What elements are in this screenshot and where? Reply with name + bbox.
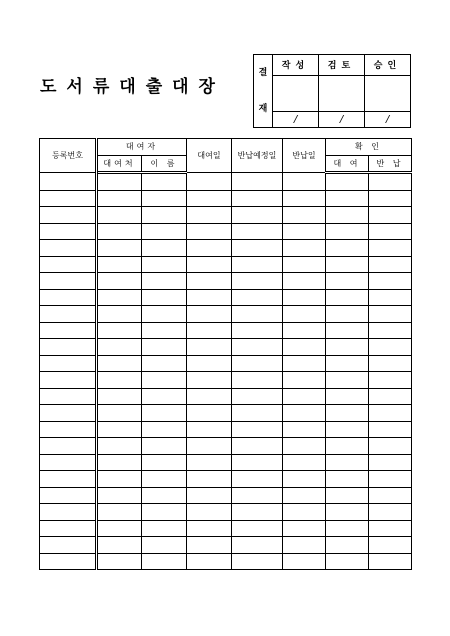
cell-lender[interactable] [97, 454, 142, 471]
cell-reg-no[interactable] [40, 504, 97, 521]
cell-reg-no[interactable] [40, 520, 97, 537]
cell-name[interactable] [142, 339, 187, 356]
approval-side-label [254, 55, 273, 128]
cell-return-date[interactable] [283, 388, 326, 405]
cell-confirm-loan[interactable] [326, 454, 369, 471]
cell-lender[interactable] [97, 256, 142, 273]
cell-confirm-return[interactable] [369, 553, 412, 570]
cell-lender[interactable] [97, 487, 142, 504]
approval-col-approve: 승인 [365, 55, 411, 76]
cell-due-date[interactable] [232, 256, 283, 273]
cell-loan-date[interactable] [187, 504, 232, 521]
cell-due-date[interactable] [232, 487, 283, 504]
cell-lender[interactable] [97, 306, 142, 323]
table-row [40, 537, 412, 554]
table-row [40, 454, 412, 471]
cell-reg-no[interactable] [40, 190, 97, 207]
cell-loan-date[interactable] [187, 273, 232, 290]
cell-confirm-loan[interactable] [326, 520, 369, 537]
cell-due-date[interactable] [232, 421, 283, 438]
cell-name[interactable] [142, 504, 187, 521]
cell-reg-no[interactable] [40, 487, 97, 504]
cell-return-date[interactable] [283, 207, 326, 224]
approval-col-review: 검토 [319, 55, 365, 76]
cell-loan-date[interactable] [187, 322, 232, 339]
cell-name[interactable] [142, 240, 187, 257]
table-row [40, 339, 412, 356]
cell-loan-date[interactable] [187, 388, 232, 405]
cell-confirm-loan[interactable] [326, 256, 369, 273]
cell-lender[interactable] [97, 322, 142, 339]
cell-reg-no[interactable] [40, 223, 97, 240]
header-reg-no: 등록번호 [40, 139, 97, 173]
cell-reg-no[interactable] [40, 421, 97, 438]
cell-lender[interactable] [97, 190, 142, 207]
cell-confirm-return[interactable] [369, 173, 412, 191]
cell-reg-no[interactable] [40, 471, 97, 488]
cell-reg-no[interactable] [40, 372, 97, 389]
cell-confirm-return[interactable] [369, 273, 412, 290]
cell-reg-no[interactable] [40, 173, 97, 191]
cell-due-date[interactable] [232, 504, 283, 521]
cell-loan-date[interactable] [187, 355, 232, 372]
cell-return-date[interactable] [283, 322, 326, 339]
cell-confirm-loan[interactable] [326, 240, 369, 257]
cell-reg-no[interactable] [40, 289, 97, 306]
cell-confirm-return[interactable] [369, 322, 412, 339]
cell-confirm-loan[interactable] [326, 421, 369, 438]
cell-loan-date[interactable] [187, 520, 232, 537]
cell-confirm-return[interactable] [369, 487, 412, 504]
cell-reg-no[interactable] [40, 355, 97, 372]
table-row [40, 438, 412, 455]
cell-return-date[interactable] [283, 273, 326, 290]
table-row [40, 207, 412, 224]
cell-loan-date[interactable] [187, 454, 232, 471]
cell-confirm-return[interactable] [369, 355, 412, 372]
cell-confirm-return[interactable] [369, 537, 412, 554]
cell-due-date[interactable] [232, 537, 283, 554]
cell-due-date[interactable] [232, 471, 283, 488]
cell-due-date[interactable] [232, 372, 283, 389]
header-lender: 대여처 [97, 155, 142, 173]
cell-confirm-loan[interactable] [326, 190, 369, 207]
cell-confirm-return[interactable] [369, 438, 412, 455]
cell-name[interactable] [142, 520, 187, 537]
table-row [40, 388, 412, 405]
table-row [40, 405, 412, 422]
cell-confirm-loan[interactable] [326, 405, 369, 422]
cell-return-date[interactable] [283, 537, 326, 554]
cell-loan-date[interactable] [187, 421, 232, 438]
cell-loan-date[interactable] [187, 405, 232, 422]
cell-confirm-loan[interactable] [326, 339, 369, 356]
cell-return-date[interactable] [283, 553, 326, 570]
cell-reg-no[interactable] [40, 207, 97, 224]
cell-loan-date[interactable] [187, 240, 232, 257]
cell-loan-date[interactable] [187, 223, 232, 240]
cell-due-date[interactable] [232, 405, 283, 422]
cell-lender[interactable] [97, 438, 142, 455]
header-due-date: 반납예정일 [232, 139, 283, 173]
header-confirm-loan: 대 여 [326, 155, 369, 173]
cell-name[interactable] [142, 553, 187, 570]
cell-confirm-return[interactable] [369, 289, 412, 306]
cell-name[interactable] [142, 306, 187, 323]
cell-lender[interactable] [97, 537, 142, 554]
cell-lender[interactable] [97, 223, 142, 240]
cell-loan-date[interactable] [187, 289, 232, 306]
approval-side-bottom: 재 [258, 104, 268, 114]
cell-confirm-return[interactable] [369, 256, 412, 273]
table-row [40, 173, 412, 191]
header-confirm-return: 반 납 [369, 155, 412, 173]
cell-return-date[interactable] [283, 520, 326, 537]
cell-confirm-return[interactable] [369, 421, 412, 438]
cell-name[interactable] [142, 223, 187, 240]
cell-due-date[interactable] [232, 454, 283, 471]
cell-loan-date[interactable] [187, 438, 232, 455]
cell-confirm-loan[interactable] [326, 372, 369, 389]
cell-confirm-loan[interactable] [326, 438, 369, 455]
approval-sign-write[interactable] [273, 75, 319, 111]
cell-name[interactable] [142, 421, 187, 438]
cell-lender[interactable] [97, 372, 142, 389]
table-row [40, 553, 412, 570]
table-row [40, 256, 412, 273]
cell-lender[interactable] [97, 355, 142, 372]
header-loan-date: 대여일 [187, 139, 232, 173]
cell-confirm-return[interactable] [369, 190, 412, 207]
cell-reg-no[interactable] [40, 388, 97, 405]
cell-reg-no[interactable] [40, 273, 97, 290]
table-row [40, 487, 412, 504]
cell-reg-no[interactable] [40, 306, 97, 323]
cell-lender[interactable] [97, 471, 142, 488]
cell-lender[interactable] [97, 388, 142, 405]
cell-lender[interactable] [97, 339, 142, 356]
cell-due-date[interactable] [232, 306, 283, 323]
cell-name[interactable] [142, 207, 187, 224]
table-row [40, 471, 412, 488]
cell-lender[interactable] [97, 405, 142, 422]
cell-due-date[interactable] [232, 240, 283, 257]
cell-due-date[interactable] [232, 339, 283, 356]
cell-confirm-return[interactable] [369, 240, 412, 257]
cell-name[interactable] [142, 355, 187, 372]
cell-due-date[interactable] [232, 273, 283, 290]
cell-reg-no[interactable] [40, 240, 97, 257]
cell-name[interactable] [142, 438, 187, 455]
cell-loan-date[interactable] [187, 487, 232, 504]
cell-confirm-loan[interactable] [326, 355, 369, 372]
cell-confirm-return[interactable] [369, 454, 412, 471]
cell-return-date[interactable] [283, 223, 326, 240]
cell-confirm-return[interactable] [369, 520, 412, 537]
table-row [40, 355, 412, 372]
table-row [40, 289, 412, 306]
cell-loan-date[interactable] [187, 306, 232, 323]
approval-sign-approve[interactable] [365, 75, 411, 111]
cell-confirm-loan[interactable] [326, 207, 369, 224]
cell-confirm-return[interactable] [369, 504, 412, 521]
cell-loan-date[interactable] [187, 256, 232, 273]
cell-reg-no[interactable] [40, 553, 97, 570]
table-row [40, 322, 412, 339]
cell-lender[interactable] [97, 273, 142, 290]
approval-date-review[interactable]: / [319, 111, 365, 127]
cell-loan-date[interactable] [187, 537, 232, 554]
cell-confirm-loan[interactable] [326, 553, 369, 570]
header-borrower: 대여자 [97, 139, 187, 156]
header-name: 이 름 [142, 155, 187, 173]
cell-due-date[interactable] [232, 207, 283, 224]
cell-confirm-return[interactable] [369, 207, 412, 224]
cell-name[interactable] [142, 471, 187, 488]
approval-date-write[interactable]: / [273, 111, 319, 127]
cell-lender[interactable] [97, 553, 142, 570]
cell-name[interactable] [142, 537, 187, 554]
cell-lender[interactable] [97, 421, 142, 438]
cell-return-date[interactable] [283, 487, 326, 504]
cell-loan-date[interactable] [187, 190, 232, 207]
cell-lender[interactable] [97, 289, 142, 306]
header-confirm: 확 인 [326, 139, 412, 156]
cell-reg-no[interactable] [40, 454, 97, 471]
approval-box [253, 54, 411, 128]
cell-due-date[interactable] [232, 355, 283, 372]
cell-return-date[interactable] [283, 173, 326, 191]
cell-due-date[interactable] [232, 322, 283, 339]
cell-name[interactable] [142, 405, 187, 422]
cell-return-date[interactable] [283, 190, 326, 207]
table-row [40, 520, 412, 537]
cell-confirm-loan[interactable] [326, 289, 369, 306]
cell-confirm-loan[interactable] [326, 322, 369, 339]
cell-reg-no[interactable] [40, 405, 97, 422]
cell-confirm-return[interactable] [369, 388, 412, 405]
cell-due-date[interactable] [232, 289, 283, 306]
cell-loan-date[interactable] [187, 207, 232, 224]
cell-return-date[interactable] [283, 240, 326, 257]
cell-return-date[interactable] [283, 256, 326, 273]
table-row [40, 240, 412, 257]
cell-name[interactable] [142, 388, 187, 405]
cell-reg-no[interactable] [40, 537, 97, 554]
cell-confirm-return[interactable] [369, 405, 412, 422]
cell-reg-no[interactable] [40, 339, 97, 356]
cell-name[interactable] [142, 256, 187, 273]
cell-return-date[interactable] [283, 372, 326, 389]
table-row [40, 372, 412, 389]
approval-date-approve[interactable]: / [365, 111, 411, 127]
cell-confirm-loan[interactable] [326, 273, 369, 290]
table-row [40, 504, 412, 521]
approval-sign-review[interactable] [319, 75, 365, 111]
table-row [40, 273, 412, 290]
cell-lender[interactable] [97, 240, 142, 257]
cell-name[interactable] [142, 454, 187, 471]
cell-reg-no[interactable] [40, 256, 97, 273]
cell-lender[interactable] [97, 504, 142, 521]
cell-loan-date[interactable] [187, 372, 232, 389]
cell-reg-no[interactable] [40, 322, 97, 339]
cell-return-date[interactable] [283, 405, 326, 422]
cell-loan-date[interactable] [187, 553, 232, 570]
cell-due-date[interactable] [232, 388, 283, 405]
cell-return-date[interactable] [283, 306, 326, 323]
cell-due-date[interactable] [232, 223, 283, 240]
cell-loan-date[interactable] [187, 339, 232, 356]
cell-confirm-loan[interactable] [326, 537, 369, 554]
cell-lender[interactable] [97, 520, 142, 537]
page-title: 도서류대출대장 [40, 77, 225, 97]
cell-return-date[interactable] [283, 454, 326, 471]
cell-confirm-loan[interactable] [326, 223, 369, 240]
cell-due-date[interactable] [232, 438, 283, 455]
cell-confirm-return[interactable] [369, 223, 412, 240]
cell-lender[interactable] [97, 207, 142, 224]
approval-col-write: 작성 [273, 55, 319, 76]
cell-name[interactable] [142, 372, 187, 389]
table-row [40, 421, 412, 438]
cell-due-date[interactable] [232, 173, 283, 191]
header-return-date: 반납일 [283, 139, 326, 173]
cell-return-date[interactable] [283, 421, 326, 438]
cell-return-date[interactable] [283, 471, 326, 488]
cell-reg-no[interactable] [40, 438, 97, 455]
cell-loan-date[interactable] [187, 471, 232, 488]
cell-return-date[interactable] [283, 504, 326, 521]
cell-name[interactable] [142, 322, 187, 339]
cell-due-date[interactable] [232, 520, 283, 537]
loan-ledger-table [39, 138, 412, 570]
table-row [40, 190, 412, 207]
cell-lender[interactable] [97, 173, 142, 191]
cell-return-date[interactable] [283, 438, 326, 455]
table-row [40, 306, 412, 323]
cell-confirm-return[interactable] [369, 306, 412, 323]
approval-side-top: 결 [258, 68, 268, 78]
cell-confirm-loan[interactable] [326, 487, 369, 504]
cell-return-date[interactable] [283, 355, 326, 372]
cell-due-date[interactable] [232, 553, 283, 570]
cell-confirm-loan[interactable] [326, 306, 369, 323]
cell-return-date[interactable] [283, 289, 326, 306]
cell-due-date[interactable] [232, 190, 283, 207]
table-row [40, 223, 412, 240]
cell-name[interactable] [142, 487, 187, 504]
cell-confirm-loan[interactable] [326, 471, 369, 488]
cell-name[interactable] [142, 273, 187, 290]
cell-name[interactable] [142, 190, 187, 207]
cell-confirm-loan[interactable] [326, 504, 369, 521]
cell-confirm-loan[interactable] [326, 173, 369, 191]
cell-confirm-return[interactable] [369, 372, 412, 389]
cell-confirm-return[interactable] [369, 471, 412, 488]
cell-loan-date[interactable] [187, 173, 232, 191]
cell-name[interactable] [142, 289, 187, 306]
cell-name[interactable] [142, 173, 187, 191]
cell-confirm-return[interactable] [369, 339, 412, 356]
cell-confirm-loan[interactable] [326, 388, 369, 405]
cell-return-date[interactable] [283, 339, 326, 356]
